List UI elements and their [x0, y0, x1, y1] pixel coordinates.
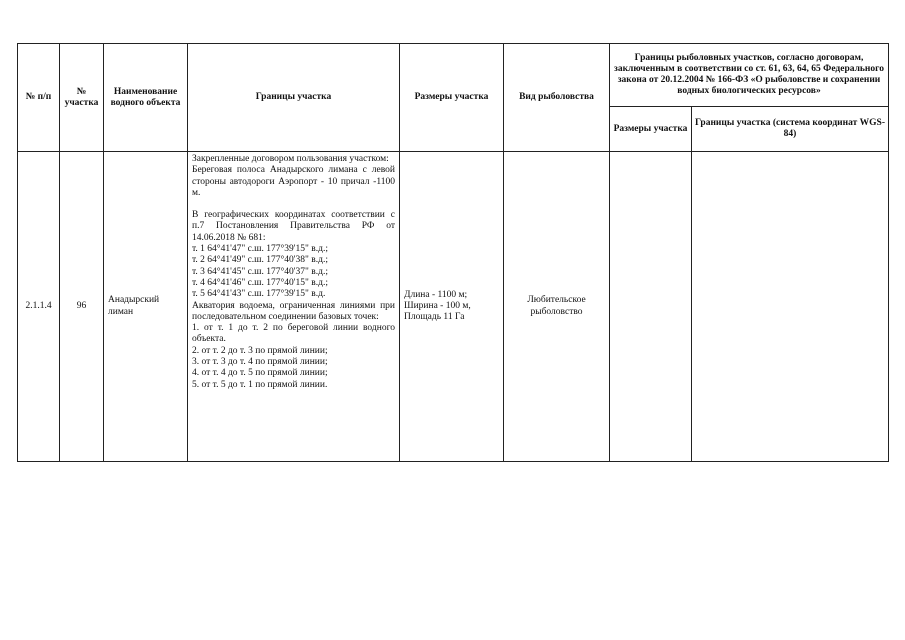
- cell-plot-size: [400, 152, 504, 462]
- cell-contract-plot-size: [610, 152, 692, 462]
- plot-width: Ширина - 100 м,: [404, 300, 471, 311]
- header-contract-boundaries-group: Границы рыболовных участков, согласно договорам, заключенным в соответствии со ст. 61, 63, 64, 65 Федерального закона от 20.12.2004 № 166-ФЗ «О рыболовстве и сохранении водных биологических ресурсов»: [610, 44, 889, 107]
- cell-row-number: 2.1.1.4: [18, 152, 60, 462]
- header-plot-size: Размеры участка: [400, 44, 504, 152]
- water-object-line-2: лиман: [108, 306, 134, 317]
- header-fishing-type: Вид рыболовства: [504, 44, 610, 152]
- boundaries-line-3: 3. от т. 3 до т. 4 по прямой линии;: [192, 357, 328, 368]
- cell-plot-number: 96: [60, 152, 104, 462]
- header-plot-boundaries: Границы участка: [188, 44, 400, 152]
- subheader-plot-boundaries-wgs84: Границы участка (система координат WGS-84): [692, 107, 889, 152]
- plot-length: Длина - 1100 м;: [404, 289, 468, 300]
- header-plot-number: № участка: [60, 44, 104, 152]
- subheader-plot-size: Размеры участка: [610, 107, 692, 152]
- water-object-line-1: Анадырский: [108, 295, 160, 306]
- boundaries-line-5: 5. от т. 5 до т. 1 по прямой линии.: [192, 379, 328, 390]
- boundaries-water-area: Акватория водоема, ограниченная линиями при последовательном соединении базовых точек:: [192, 300, 395, 322]
- boundaries-point-5: т. 5 64°41'43" с.ш. 177°39'15" в.д.: [192, 289, 326, 300]
- boundaries-point-3: т. 3 64°41'45" с.ш. 177°40'37" в.д.;: [192, 266, 328, 277]
- plot-area: Площадь 11 Га: [404, 312, 465, 323]
- cell-fishing-type: [504, 152, 610, 462]
- header-water-object: Наименование водного объекта: [104, 44, 188, 152]
- boundaries-line-1: 1. от т. 1 до т. 2 по береговой линии водного объекта.: [192, 323, 395, 345]
- boundaries-point-1: т. 1 64°41'47" с.ш. 177°39'15" в.д.;: [192, 244, 328, 255]
- boundaries-intro: Закрепленные договором пользования участком:: [192, 154, 389, 164]
- boundaries-shoreline: Береговая полоса Анадырского лимана с левой стороны автодороги Аэропорт - 10 причал -1100 м.: [192, 165, 395, 198]
- boundaries-point-4: т. 4 64°41'46" с.ш. 177°40'15" в.д.;: [192, 277, 328, 288]
- fishing-type-line-2: рыболовство: [530, 306, 583, 317]
- boundaries-point-2: т. 2 64°41'49" с.ш. 177°40'38" в.д.;: [192, 255, 328, 266]
- cell-contract-plot-boundaries: [692, 152, 889, 462]
- fishing-plots-table: [17, 43, 889, 462]
- boundaries-coordinates-intro: В географических координатах соответствии с п.7 Постановления Правительства РФ от 14.06.2018 № 681:: [192, 210, 395, 243]
- boundaries-line-2: 2. от т. 2 до т. 3 по прямой линии;: [192, 345, 328, 356]
- cell-water-object: [104, 152, 188, 462]
- cell-plot-boundaries: [188, 152, 400, 462]
- fishing-type-line-1: Любительское: [527, 295, 586, 306]
- table-row: [18, 152, 889, 462]
- header-row-number: № п/п: [18, 44, 60, 152]
- boundaries-line-4: 4. от т. 4 до т. 5 по прямой линии;: [192, 368, 328, 379]
